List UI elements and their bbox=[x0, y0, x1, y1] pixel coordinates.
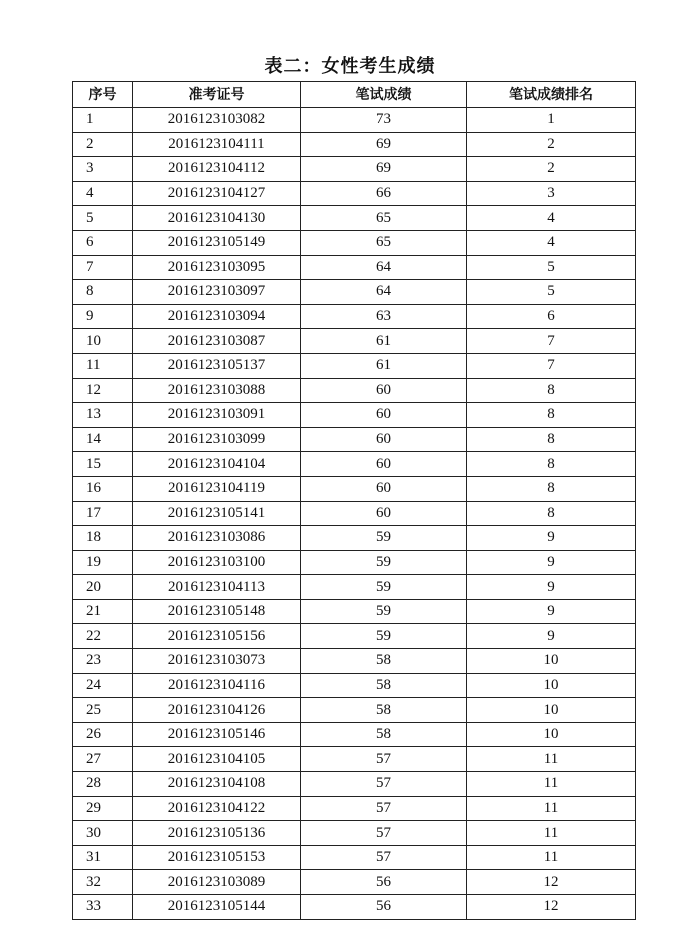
exam-number-cell: 2016123103099 bbox=[133, 427, 301, 452]
seq-cell: 3 bbox=[73, 157, 133, 182]
exam-number-cell: 2016123104113 bbox=[133, 575, 301, 600]
rank-cell: 1 bbox=[467, 108, 636, 133]
exam-number-cell: 2016123103082 bbox=[133, 108, 301, 133]
table-body bbox=[73, 108, 636, 920]
exam-number-cell: 2016123103095 bbox=[133, 255, 301, 280]
table-row bbox=[73, 304, 636, 329]
exam-number-cell: 2016123103086 bbox=[133, 526, 301, 551]
exam-number-cell: 2016123104119 bbox=[133, 476, 301, 501]
exam-number-cell: 2016123104108 bbox=[133, 772, 301, 797]
seq-cell: 10 bbox=[73, 329, 133, 354]
exam-number-cell: 2016123103088 bbox=[133, 378, 301, 403]
table-row bbox=[73, 845, 636, 870]
table-row bbox=[73, 870, 636, 895]
exam-number-cell: 2016123103087 bbox=[133, 329, 301, 354]
table-row bbox=[73, 452, 636, 477]
table-row bbox=[73, 108, 636, 133]
header-row bbox=[73, 82, 636, 108]
exam-number-cell: 2016123103073 bbox=[133, 649, 301, 674]
exam-number-cell: 2016123104105 bbox=[133, 747, 301, 772]
table-header bbox=[73, 82, 636, 108]
score-cell: 73 bbox=[301, 108, 467, 133]
score-cell: 57 bbox=[301, 796, 467, 821]
seq-cell: 4 bbox=[73, 181, 133, 206]
rank-cell: 9 bbox=[467, 550, 636, 575]
exam-number-cell: 2016123105141 bbox=[133, 501, 301, 526]
table-row bbox=[73, 698, 636, 723]
exam-number-cell: 2016123103091 bbox=[133, 403, 301, 428]
exam-number-cell: 2016123105136 bbox=[133, 821, 301, 846]
exam-number-cell: 2016123104111 bbox=[133, 132, 301, 157]
seq-cell: 29 bbox=[73, 796, 133, 821]
scores-table bbox=[72, 81, 636, 920]
rank-cell: 5 bbox=[467, 280, 636, 305]
table-row bbox=[73, 575, 636, 600]
rank-cell: 8 bbox=[467, 501, 636, 526]
table-row bbox=[73, 403, 636, 428]
rank-cell: 7 bbox=[467, 329, 636, 354]
page-title: 表二：女性考生成绩 bbox=[264, 56, 436, 77]
exam-number-cell: 2016123104122 bbox=[133, 796, 301, 821]
rank-cell: 4 bbox=[467, 230, 636, 255]
exam-number-cell: 2016123105153 bbox=[133, 845, 301, 870]
seq-cell: 11 bbox=[73, 353, 133, 378]
rank-cell: 8 bbox=[467, 427, 636, 452]
seq-cell: 31 bbox=[73, 845, 133, 870]
seq-cell: 30 bbox=[73, 821, 133, 846]
exam-number-cell: 2016123103097 bbox=[133, 280, 301, 305]
table-row bbox=[73, 796, 636, 821]
table-row bbox=[73, 501, 636, 526]
score-cell: 65 bbox=[301, 230, 467, 255]
exam-number-cell: 2016123104127 bbox=[133, 181, 301, 206]
rank-cell: 2 bbox=[467, 157, 636, 182]
table-row bbox=[73, 353, 636, 378]
seq-cell: 24 bbox=[73, 673, 133, 698]
rank-cell: 8 bbox=[467, 476, 636, 501]
table-row bbox=[73, 230, 636, 255]
seq-cell: 15 bbox=[73, 452, 133, 477]
rank-cell: 10 bbox=[467, 649, 636, 674]
score-cell: 60 bbox=[301, 452, 467, 477]
rank-cell: 9 bbox=[467, 575, 636, 600]
score-cell: 60 bbox=[301, 403, 467, 428]
score-cell: 58 bbox=[301, 698, 467, 723]
seq-cell: 23 bbox=[73, 649, 133, 674]
exam-number-cell: 2016123105144 bbox=[133, 895, 301, 920]
exam-number-cell: 2016123105156 bbox=[133, 624, 301, 649]
score-cell: 69 bbox=[301, 157, 467, 182]
rank-cell: 9 bbox=[467, 599, 636, 624]
score-cell: 58 bbox=[301, 722, 467, 747]
table-row bbox=[73, 157, 636, 182]
seq-cell: 1 bbox=[73, 108, 133, 133]
rank-cell: 4 bbox=[467, 206, 636, 231]
table-row bbox=[73, 329, 636, 354]
score-cell: 64 bbox=[301, 255, 467, 280]
score-cell: 61 bbox=[301, 329, 467, 354]
rank-cell: 2 bbox=[467, 132, 636, 157]
seq-cell: 28 bbox=[73, 772, 133, 797]
table-row bbox=[73, 280, 636, 305]
score-cell: 57 bbox=[301, 821, 467, 846]
table-row bbox=[73, 427, 636, 452]
score-cell: 65 bbox=[301, 206, 467, 231]
exam-number-cell: 2016123104116 bbox=[133, 673, 301, 698]
exam-number-cell: 2016123104126 bbox=[133, 698, 301, 723]
seq-cell: 18 bbox=[73, 526, 133, 551]
score-cell: 58 bbox=[301, 649, 467, 674]
header-seq: 序号 bbox=[73, 82, 133, 108]
rank-cell: 9 bbox=[467, 526, 636, 551]
rank-cell: 11 bbox=[467, 772, 636, 797]
table-row bbox=[73, 624, 636, 649]
table-row bbox=[73, 747, 636, 772]
rank-cell: 11 bbox=[467, 821, 636, 846]
table-row bbox=[73, 722, 636, 747]
score-cell: 60 bbox=[301, 378, 467, 403]
score-cell: 58 bbox=[301, 673, 467, 698]
rank-cell: 11 bbox=[467, 845, 636, 870]
exam-number-cell: 2016123105146 bbox=[133, 722, 301, 747]
score-cell: 64 bbox=[301, 280, 467, 305]
score-cell: 57 bbox=[301, 772, 467, 797]
seq-cell: 26 bbox=[73, 722, 133, 747]
score-cell: 60 bbox=[301, 501, 467, 526]
seq-cell: 27 bbox=[73, 747, 133, 772]
rank-cell: 9 bbox=[467, 624, 636, 649]
table-row bbox=[73, 673, 636, 698]
seq-cell: 16 bbox=[73, 476, 133, 501]
score-cell: 61 bbox=[301, 353, 467, 378]
rank-cell: 6 bbox=[467, 304, 636, 329]
rank-cell: 3 bbox=[467, 181, 636, 206]
exam-number-cell: 2016123105148 bbox=[133, 599, 301, 624]
exam-number-cell: 2016123105137 bbox=[133, 353, 301, 378]
seq-cell: 8 bbox=[73, 280, 133, 305]
exam-number-cell: 2016123103089 bbox=[133, 870, 301, 895]
table-row bbox=[73, 772, 636, 797]
header-rank: 笔试成绩排名 bbox=[467, 82, 636, 108]
seq-cell: 12 bbox=[73, 378, 133, 403]
exam-number-cell: 2016123104130 bbox=[133, 206, 301, 231]
seq-cell: 9 bbox=[73, 304, 133, 329]
seq-cell: 25 bbox=[73, 698, 133, 723]
rank-cell: 10 bbox=[467, 673, 636, 698]
score-cell: 59 bbox=[301, 624, 467, 649]
table-row bbox=[73, 895, 636, 920]
score-cell: 57 bbox=[301, 845, 467, 870]
header-exam-number: 准考证号 bbox=[133, 82, 301, 108]
score-cell: 57 bbox=[301, 747, 467, 772]
table-row bbox=[73, 206, 636, 231]
seq-cell: 21 bbox=[73, 599, 133, 624]
rank-cell: 10 bbox=[467, 722, 636, 747]
exam-number-cell: 2016123103094 bbox=[133, 304, 301, 329]
table-row bbox=[73, 255, 636, 280]
table-row bbox=[73, 378, 636, 403]
table-row bbox=[73, 181, 636, 206]
rank-cell: 5 bbox=[467, 255, 636, 280]
seq-cell: 22 bbox=[73, 624, 133, 649]
rank-cell: 7 bbox=[467, 353, 636, 378]
seq-cell: 5 bbox=[73, 206, 133, 231]
score-cell: 56 bbox=[301, 870, 467, 895]
table-row bbox=[73, 821, 636, 846]
seq-cell: 32 bbox=[73, 870, 133, 895]
table-row bbox=[73, 476, 636, 501]
seq-cell: 13 bbox=[73, 403, 133, 428]
rank-cell: 8 bbox=[467, 403, 636, 428]
score-cell: 66 bbox=[301, 181, 467, 206]
rank-cell: 10 bbox=[467, 698, 636, 723]
rank-cell: 8 bbox=[467, 452, 636, 477]
score-cell: 69 bbox=[301, 132, 467, 157]
seq-cell: 2 bbox=[73, 132, 133, 157]
table-row bbox=[73, 550, 636, 575]
seq-cell: 20 bbox=[73, 575, 133, 600]
seq-cell: 7 bbox=[73, 255, 133, 280]
score-cell: 63 bbox=[301, 304, 467, 329]
seq-cell: 6 bbox=[73, 230, 133, 255]
rank-cell: 8 bbox=[467, 378, 636, 403]
score-cell: 60 bbox=[301, 476, 467, 501]
table-row bbox=[73, 599, 636, 624]
exam-number-cell: 2016123105149 bbox=[133, 230, 301, 255]
rank-cell: 11 bbox=[467, 796, 636, 821]
header-score: 笔试成绩 bbox=[301, 82, 467, 108]
seq-cell: 17 bbox=[73, 501, 133, 526]
table-row bbox=[73, 526, 636, 551]
rank-cell: 12 bbox=[467, 895, 636, 920]
score-cell: 59 bbox=[301, 599, 467, 624]
score-cell: 59 bbox=[301, 526, 467, 551]
exam-number-cell: 2016123104112 bbox=[133, 157, 301, 182]
rank-cell: 12 bbox=[467, 870, 636, 895]
seq-cell: 19 bbox=[73, 550, 133, 575]
score-cell: 56 bbox=[301, 895, 467, 920]
exam-number-cell: 2016123104104 bbox=[133, 452, 301, 477]
score-cell: 59 bbox=[301, 575, 467, 600]
table-row bbox=[73, 132, 636, 157]
score-cell: 59 bbox=[301, 550, 467, 575]
exam-number-cell: 2016123103100 bbox=[133, 550, 301, 575]
score-cell: 60 bbox=[301, 427, 467, 452]
seq-cell: 33 bbox=[73, 895, 133, 920]
rank-cell: 11 bbox=[467, 747, 636, 772]
table-row bbox=[73, 649, 636, 674]
seq-cell: 14 bbox=[73, 427, 133, 452]
